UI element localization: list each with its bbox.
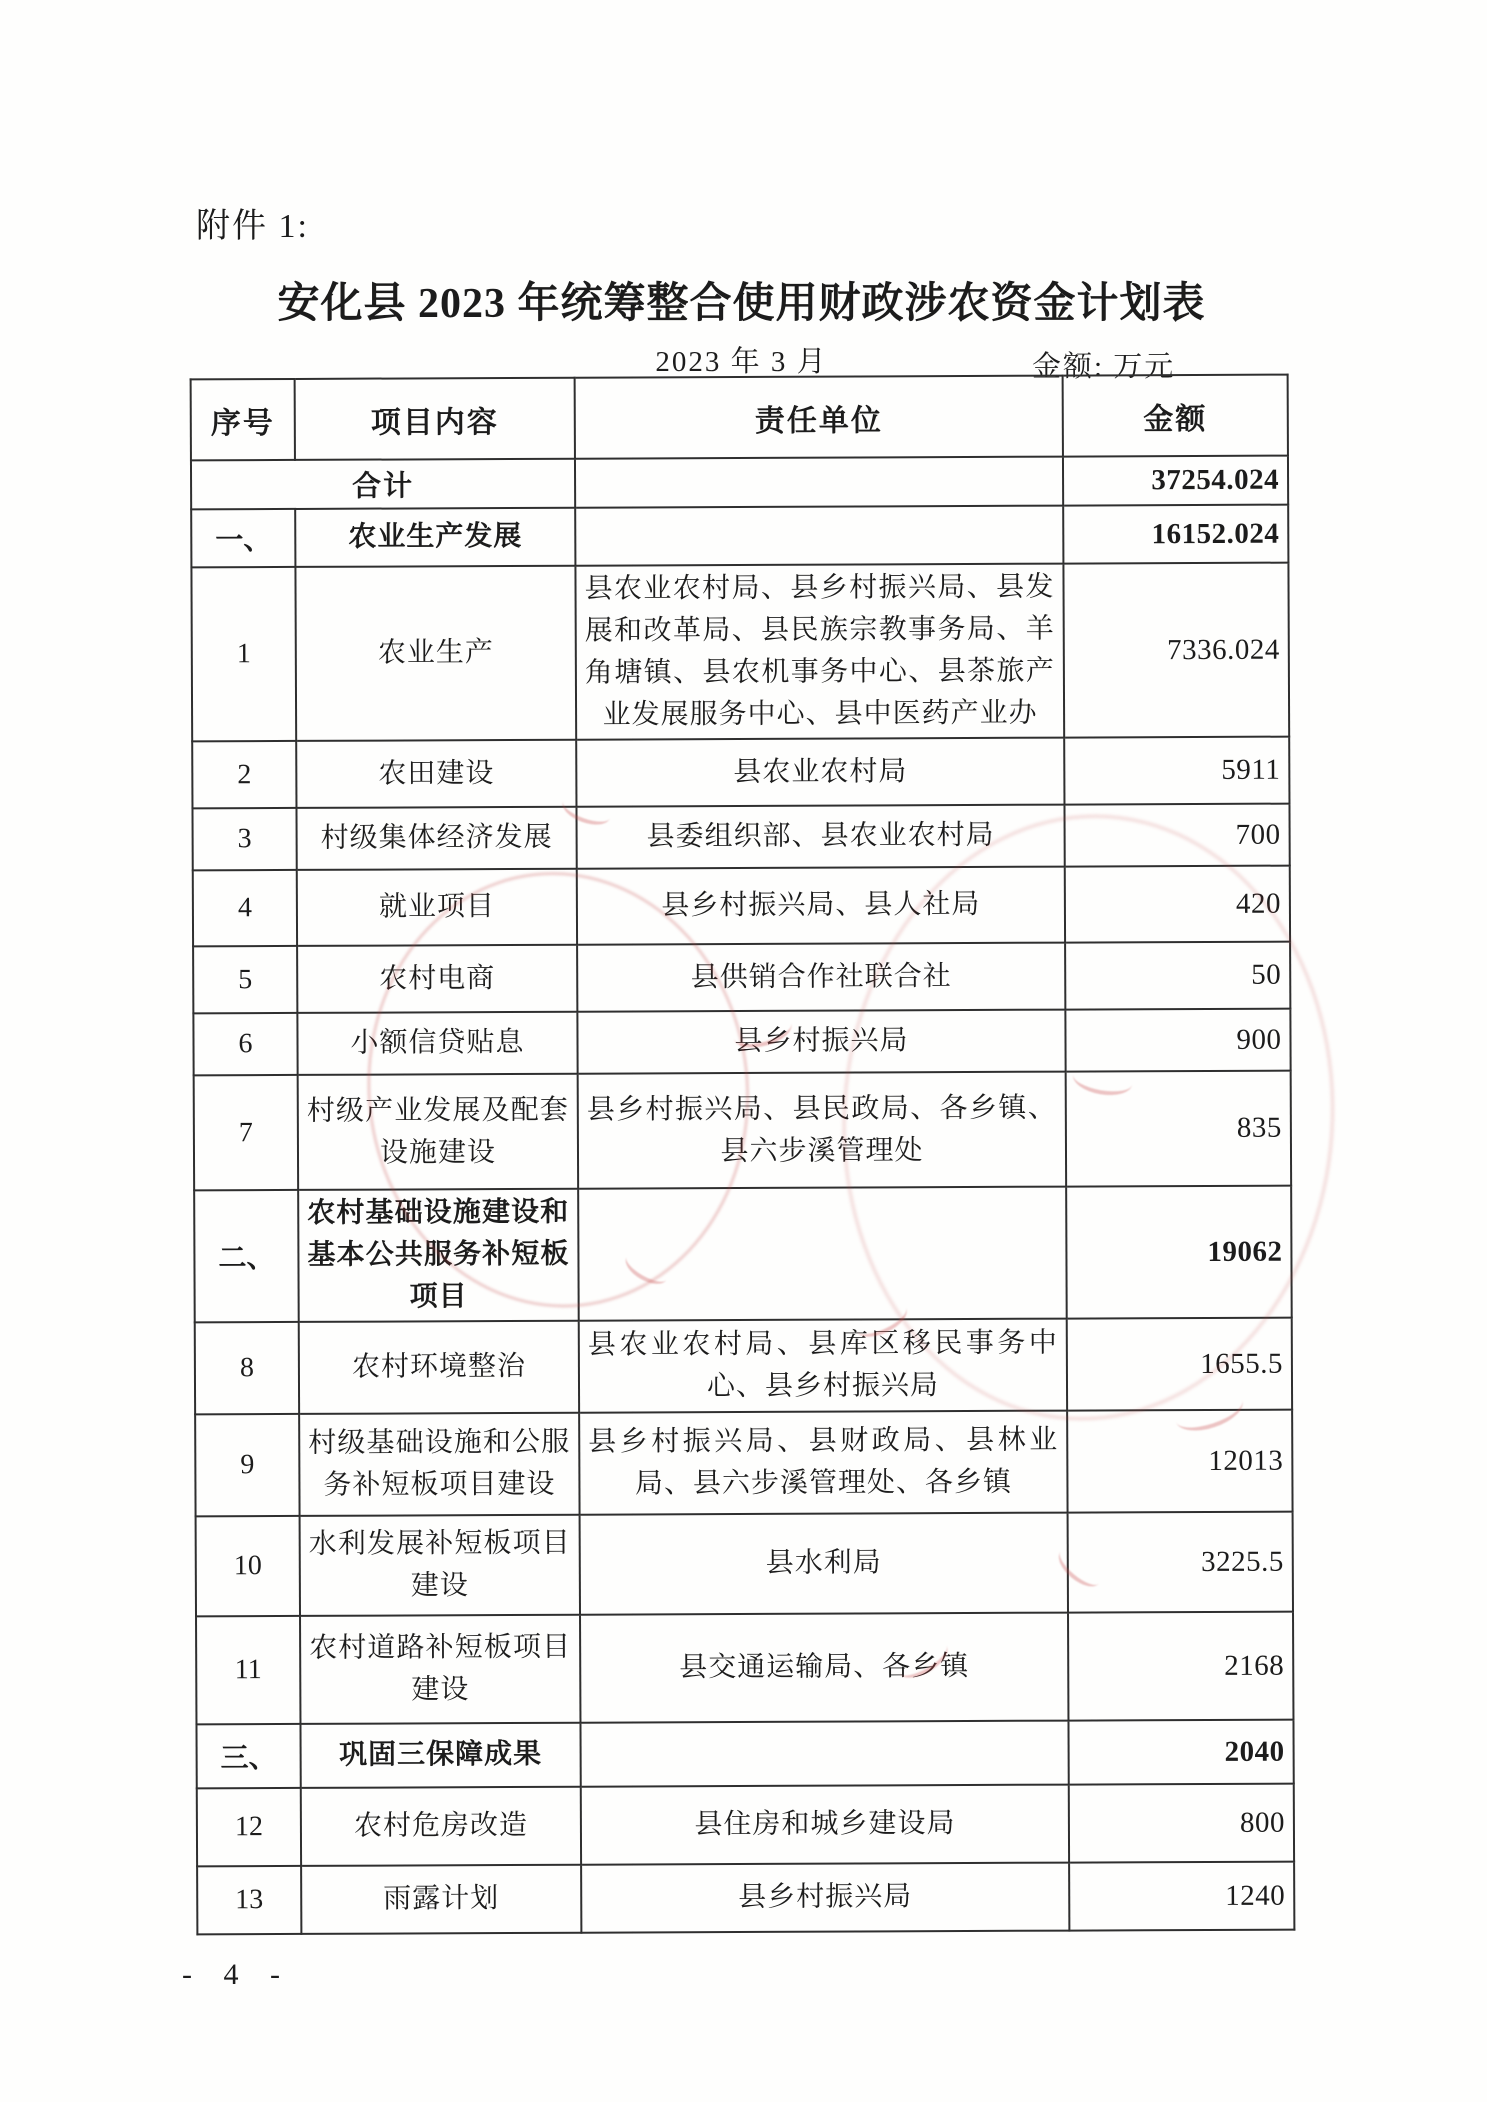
- serial-cell: 5: [193, 946, 297, 1013]
- unit-cell: 县乡村振兴局: [581, 1863, 1069, 1933]
- amount-cell: 2168: [1068, 1612, 1293, 1721]
- funds-table-wrapper: [190, 374, 1294, 1936]
- date-label: 2023 年 3 月: [655, 346, 828, 378]
- table-row-section-1: [191, 505, 1288, 568]
- unit-cell: 县乡村振兴局、县财政局、县林业局、县六步溪管理处、各乡镇: [579, 1411, 1067, 1515]
- item-cell: 农村基础设施建设和基本公共服务补短板项目: [298, 1189, 579, 1322]
- amount-cell: 900: [1065, 1009, 1290, 1072]
- item-cell: 农业生产: [295, 566, 576, 741]
- unit-cell: 县农业农村局、县库区移民事务中心、县乡村振兴局: [579, 1319, 1067, 1413]
- amount-cell: 700: [1064, 804, 1289, 867]
- table-row: [195, 1318, 1292, 1415]
- amount-cell: 50: [1065, 942, 1290, 1010]
- unit-cell: 县乡村振兴局、县人社局: [577, 867, 1065, 945]
- table-row-section-2: [194, 1186, 1292, 1323]
- table-row: [197, 1784, 1294, 1867]
- table-row: [192, 737, 1289, 809]
- table-row: [197, 1862, 1294, 1935]
- table-row: [193, 942, 1290, 1014]
- item-cell: 水利发展补短板项目建设: [300, 1515, 580, 1616]
- item-cell: 村级集体经济发展: [296, 807, 576, 870]
- amount-cell: 2040: [1068, 1720, 1293, 1785]
- item-cell: 小额信贷贴息: [297, 1012, 577, 1075]
- item-cell: 农村电商: [297, 945, 577, 1013]
- header-item: 项目内容: [295, 378, 575, 460]
- table-row-section-3: [196, 1720, 1293, 1789]
- serial-cell: 6: [193, 1013, 297, 1075]
- serial-cell: 12: [197, 1788, 301, 1866]
- table-row: [192, 804, 1289, 871]
- serial-cell: 一、: [191, 509, 295, 567]
- serial-cell: 8: [195, 1322, 299, 1414]
- amount-cell: 3225.5: [1068, 1512, 1293, 1613]
- table-row: [196, 1512, 1293, 1617]
- amount-cell: 800: [1069, 1784, 1294, 1863]
- amount-cell: 19062: [1066, 1186, 1292, 1319]
- unit-cell: 县住房和城乡建设局: [581, 1785, 1069, 1865]
- item-cell: 巩固三保障成果: [300, 1723, 580, 1788]
- serial-cell: 1: [191, 567, 296, 741]
- unit-cell: 县委组织部、县农业农村局: [576, 805, 1064, 869]
- amount-unit-label: 金额: 万元: [1032, 351, 1176, 383]
- serial-cell: 4: [193, 870, 297, 946]
- serial-cell: 7: [194, 1075, 299, 1190]
- table-header-row: [191, 375, 1288, 461]
- unit-cell: 县交通运输局、各乡镇: [580, 1613, 1068, 1723]
- item-cell: 就业项目: [297, 869, 577, 946]
- table-row: [194, 1071, 1291, 1191]
- unit-cell: 县乡村振兴局: [577, 1010, 1065, 1074]
- funds-table: [190, 374, 1296, 1936]
- serial-cell: 13: [197, 1866, 301, 1934]
- item-cell: 村级基础设施和公服务补短板项目建设: [299, 1413, 579, 1516]
- serial-cell: 3: [192, 808, 296, 870]
- table-row: [191, 563, 1289, 742]
- attachment-label: 附件 1:: [196, 208, 309, 245]
- amount-cell: 37254.024: [1063, 456, 1288, 506]
- header-amount: 金额: [1063, 375, 1288, 457]
- amount-cell: 16152.024: [1063, 505, 1288, 564]
- serial-cell: 二、: [194, 1190, 299, 1322]
- header-unit: 责任单位: [575, 376, 1063, 459]
- serial-cell: 三、: [196, 1724, 300, 1788]
- amount-cell: 7336.024: [1063, 563, 1289, 738]
- table-row: [195, 1410, 1292, 1517]
- item-cell: 农田建设: [296, 740, 576, 808]
- item-cell: 村级产业发展及配套设施建设: [298, 1074, 578, 1190]
- table-row: [193, 1009, 1290, 1076]
- header-serial: 序号: [191, 379, 295, 460]
- item-cell: 农村环境整治: [299, 1321, 579, 1414]
- page-number: - 4 -: [182, 1958, 292, 1991]
- unit-cell: 县农业农村局: [576, 738, 1064, 807]
- unit-cell: [580, 1721, 1068, 1787]
- page-title: 安化县 2023 年统筹整合使用财政涉农资金计划表: [277, 281, 1206, 327]
- unit-cell: [578, 1187, 1067, 1321]
- unit-cell: 县农业农村局、县乡村振兴局、县发展和改革局、县民族宗教事务局、羊角塘镇、县农机事务中心、县茶旅产业发展服务中心、县中医药产业办: [575, 564, 1064, 740]
- unit-cell: 县水利局: [580, 1513, 1068, 1615]
- serial-cell: 11: [196, 1616, 300, 1724]
- unit-cell: 县供销合作社联合社: [577, 943, 1065, 1012]
- amount-cell: 1240: [1069, 1862, 1294, 1931]
- total-label-cell: 合计: [191, 459, 575, 510]
- amount-cell: 5911: [1064, 737, 1289, 805]
- unit-cell: 县乡村振兴局、县民政局、各乡镇、县六步溪管理处: [578, 1072, 1066, 1189]
- serial-cell: 2: [192, 741, 296, 808]
- serial-cell: 9: [195, 1414, 299, 1516]
- unit-cell: [575, 457, 1063, 508]
- table-row: [193, 866, 1290, 947]
- serial-cell: 10: [196, 1516, 300, 1616]
- amount-cell: 1655.5: [1067, 1318, 1292, 1411]
- item-cell: 农村危房改造: [301, 1787, 581, 1866]
- unit-cell: [575, 506, 1063, 566]
- amount-cell: 12013: [1067, 1410, 1292, 1513]
- item-cell: 农业生产发展: [295, 508, 575, 567]
- item-cell: 农村道路补短板项目建设: [300, 1615, 580, 1724]
- amount-cell: 420: [1065, 866, 1290, 943]
- item-cell: 雨露计划: [301, 1865, 581, 1934]
- amount-cell: 835: [1066, 1071, 1291, 1187]
- table-row: [196, 1612, 1293, 1725]
- table-row-total: [191, 456, 1288, 510]
